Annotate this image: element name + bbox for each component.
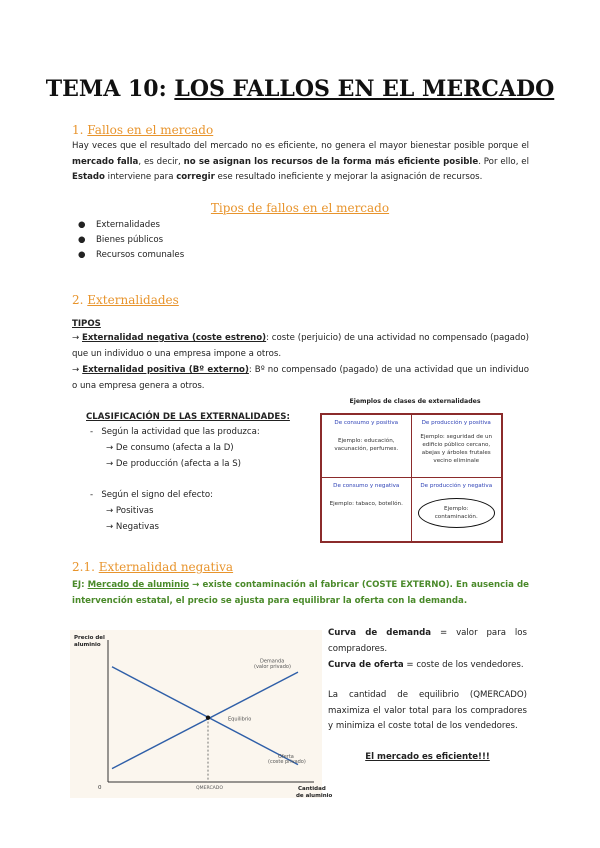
chart-svg	[70, 630, 333, 799]
equilibrium-label: Equilibrio	[228, 716, 252, 723]
x-axis-label-line2: de aluminio	[296, 793, 333, 799]
y-axis-label-line2: aluminio	[74, 642, 101, 648]
section-2-1-heading: 2.1. Externalidad negativa	[72, 560, 234, 574]
list-item: ● Recursos comunales	[78, 250, 185, 261]
equilibrium-description: La cantidad de equilibrio (QMERCADO) maximiza el valor total para los compradores y minimiza el coste total de los vendedores.	[328, 690, 527, 732]
supply-label-line2: (coste privado)	[268, 759, 306, 766]
paragraph-run: Hay veces que el resultado del mercado no es eficiente, no genera el mayor bienestar posible porque el	[72, 141, 529, 151]
types-list	[78, 218, 184, 264]
section-1-heading: 1. Fallos en el mercado	[72, 123, 214, 137]
cell-produccion-positiva: De producción y positiva Ejemplo: seguridad de un edificio público cercano, abejas y árboles frutales vecino eliminale	[412, 415, 502, 478]
paragraph-run: no se asignan los recursos de la forma más eficiente posible	[183, 156, 479, 167]
section-2-heading: 2. Externalidades	[72, 293, 179, 307]
paragraph-run: mercado falla	[72, 156, 139, 167]
paragraph-run: ese resultado ineficiente y mejorar la asignación de recursos.	[214, 172, 483, 183]
examples-table-title: Ejemplos de clases de externalidades	[349, 398, 481, 405]
types-subheading: Tipos de fallos en el mercado	[210, 201, 390, 215]
classification-activity: - Según la actividad que las produzca:	[90, 427, 260, 437]
page-title: TEMA 10: LOS FALLOS EN EL MERCADO	[45, 76, 555, 102]
supply-description: Curva de oferta = coste de los vendedores.	[328, 660, 524, 670]
demand-label-line2: (valor privado)	[254, 664, 291, 671]
x-axis-label: Cantidad	[298, 786, 326, 792]
equilibrium-point	[206, 715, 210, 719]
paragraph-run: . Por ello, el	[478, 156, 529, 167]
q-market-label: QMERCADO	[196, 786, 223, 791]
classification-positivas: → Positivas	[106, 506, 154, 516]
positive-externality-definition: → Externalidad positiva (Bº externo): Bº no compensado (pagado) de una actividad que un individuo o una empresa genera a otros.	[72, 365, 530, 391]
classification-consumo: → De consumo (afecta a la D)	[106, 443, 234, 453]
negative-externality-definition: → Externalidad negativa (coste estreno): coste (perjuicio) de una actividad no compensado (pagado) que un individuo o una empresa impone a otros.	[72, 333, 529, 359]
list-item: ● Externalidades	[78, 220, 160, 230]
paragraph-run: , es decir,	[138, 156, 184, 167]
section-1-paragraph	[72, 139, 529, 186]
paragraph-run: Estado	[72, 172, 105, 183]
demand-description: Curva de demanda = valor para los compradores.	[328, 628, 527, 654]
highlight-ellipse: Ejemplo: contaminación.	[418, 498, 496, 528]
efficient-statement: El mercado es eficiente!!!	[365, 752, 490, 762]
list-item: ● Bienes públicos	[78, 235, 164, 246]
cell-consumo-positiva: De consumo y positiva Ejemplo: educación, vacunación, perfumes.	[322, 415, 412, 478]
classification-negativas: → Negativas	[106, 522, 159, 532]
paragraph-run: interviene para	[104, 172, 177, 183]
supply-demand-chart	[70, 630, 333, 799]
cell-produccion-negativa: De producción y negativa Ejemplo: contaminación.	[412, 478, 502, 541]
examples-table	[320, 413, 503, 543]
paragraph-run: corregir	[176, 172, 215, 183]
example-aluminium: EJ: Mercado de aluminio → existe contaminación al fabricar (COSTE EXTERNO). En ausencia de intervención estatal, el precio se ajusta para equilibrar la oferta con la demanda.	[72, 580, 529, 606]
classification-sign: - Según el signo del efecto:	[90, 490, 214, 500]
classification-heading: CLASIFICACIÓN DE LAS EXTERNALIDADES:	[86, 412, 290, 422]
cell-consumo-negativa: De consumo y negativa Ejemplo: tabaco, botellón.	[322, 478, 412, 541]
tipos-label: TIPOS	[72, 319, 101, 329]
supply-label: Oferta	[278, 753, 294, 760]
demand-label: Demanda	[260, 658, 285, 665]
y-axis-label: Precio del	[74, 635, 105, 641]
classification-produccion: → De producción (afecta a la S)	[106, 459, 242, 469]
origin-label: 0	[98, 785, 102, 791]
